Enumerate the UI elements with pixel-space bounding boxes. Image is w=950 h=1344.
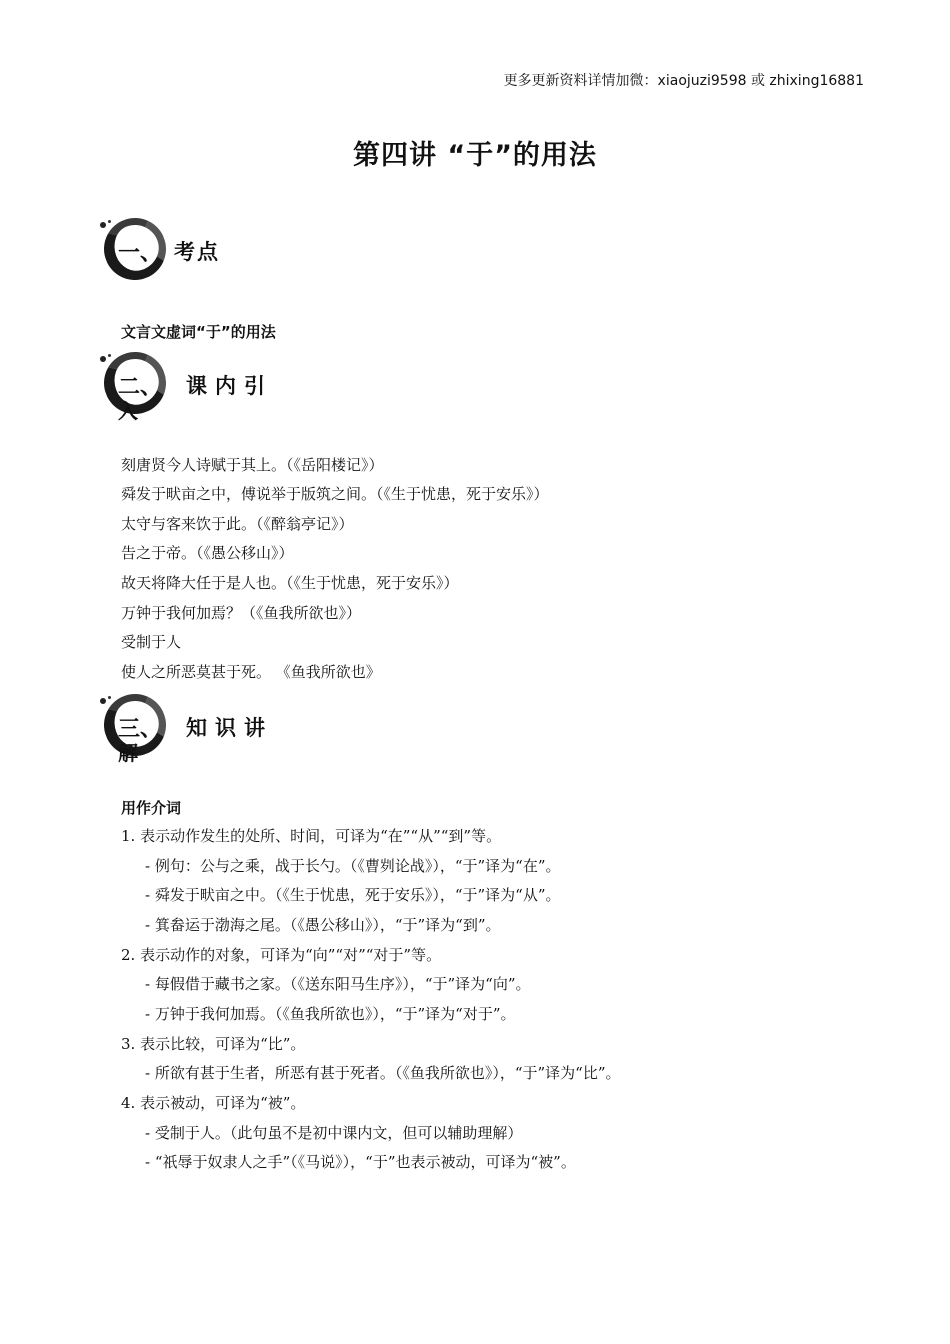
ink-dot-icon [108,220,111,223]
ink-dot-icon [100,356,106,362]
section-title: 课内引 [186,374,273,398]
list-item: 4. 表示被动，可译为“被”。 [121,1094,306,1112]
list-item: - 舜发于畎亩之中。（《生于忧患，死于安乐》），“于”译为“从”。 [145,886,561,904]
list-item: 万钟于我何加焉？（《鱼我所欲也》） [121,604,362,622]
list-item: 使人之所恶莫甚于死。 《鱼我所欲也》 [121,663,381,681]
list-item: 故天将降大任于是人也。（《生于忧患，死于安乐》） [121,574,459,592]
section-title: 知识讲 [186,716,273,740]
ink-dot-icon [108,354,111,357]
section-kaodian [96,218,496,298]
ink-dot-icon [108,696,111,699]
list-item: 告之于帝。（《愚公移山》） [121,544,294,562]
list-item: 刻唐贤今人诗赋于其上。（《岳阳楼记》） [121,456,384,474]
list-item: - 箕畚运于渤海之尾。（《愚公移山》），“于”译为“到”。 [145,916,501,934]
zhishi-subhead: 用作介词 [121,799,182,817]
section-title-tail: 入 [118,399,138,423]
section-number: 三、 [118,717,163,742]
list-item: 舜发于畎亩之中，傅说举于版筑之间。（《生于忧患，死于安乐》） [121,485,549,503]
page-title: 第四讲 “于”的用法 [353,140,597,171]
list-item: - 例句：公与之乘，战于长勺。（《曹刿论战》），“于”译为“在”。 [145,857,561,875]
list-item: - 受制于人。（此句虽不是初中课内文，但可以辅助理解） [145,1124,523,1142]
ink-dot-icon [100,222,106,228]
header-note: 更多更新资料详情加微：xiaojuzi9598 或 zhixing16881 [503,73,864,89]
list-item: - 每假借于藏书之家。（《送东阳马生序》），“于”译为“向”。 [145,975,531,993]
list-item: 3. 表示比较，可译为“比”。 [121,1035,306,1053]
list-item: - 所欲有甚于生者，所恶有甚于死者。（《鱼我所欲也》），“于”译为“比”。 [145,1064,621,1082]
ink-dot-icon [100,698,106,704]
section-title-tail: 解 [118,741,138,765]
section-number: 二、 [118,375,163,400]
section-kenei [96,352,496,432]
list-item: 受制于人 [121,633,182,651]
section-zhishi [96,694,496,774]
kaodian-text: 文言文虚词“于”的用法 [121,323,276,341]
list-item: 太守与客来饮于此。（《醉翁亭记》） [121,515,354,533]
list-item: 2. 表示动作的对象，可译为“向”“对”“对于”等。 [121,946,442,964]
list-item: - 万钟于我何加焉。（《鱼我所欲也》），“于”译为“对于”。 [145,1005,516,1023]
list-item: - “祇辱于奴隶人之手”（《马说》），“于”也表示被动，可译为“被”。 [145,1153,576,1171]
section-number: 一、 [118,241,163,266]
list-item: 1. 表示动作发生的处所、时间，可译为“在”“从”“到”等。 [121,827,502,845]
section-title: 考点 [174,240,220,264]
